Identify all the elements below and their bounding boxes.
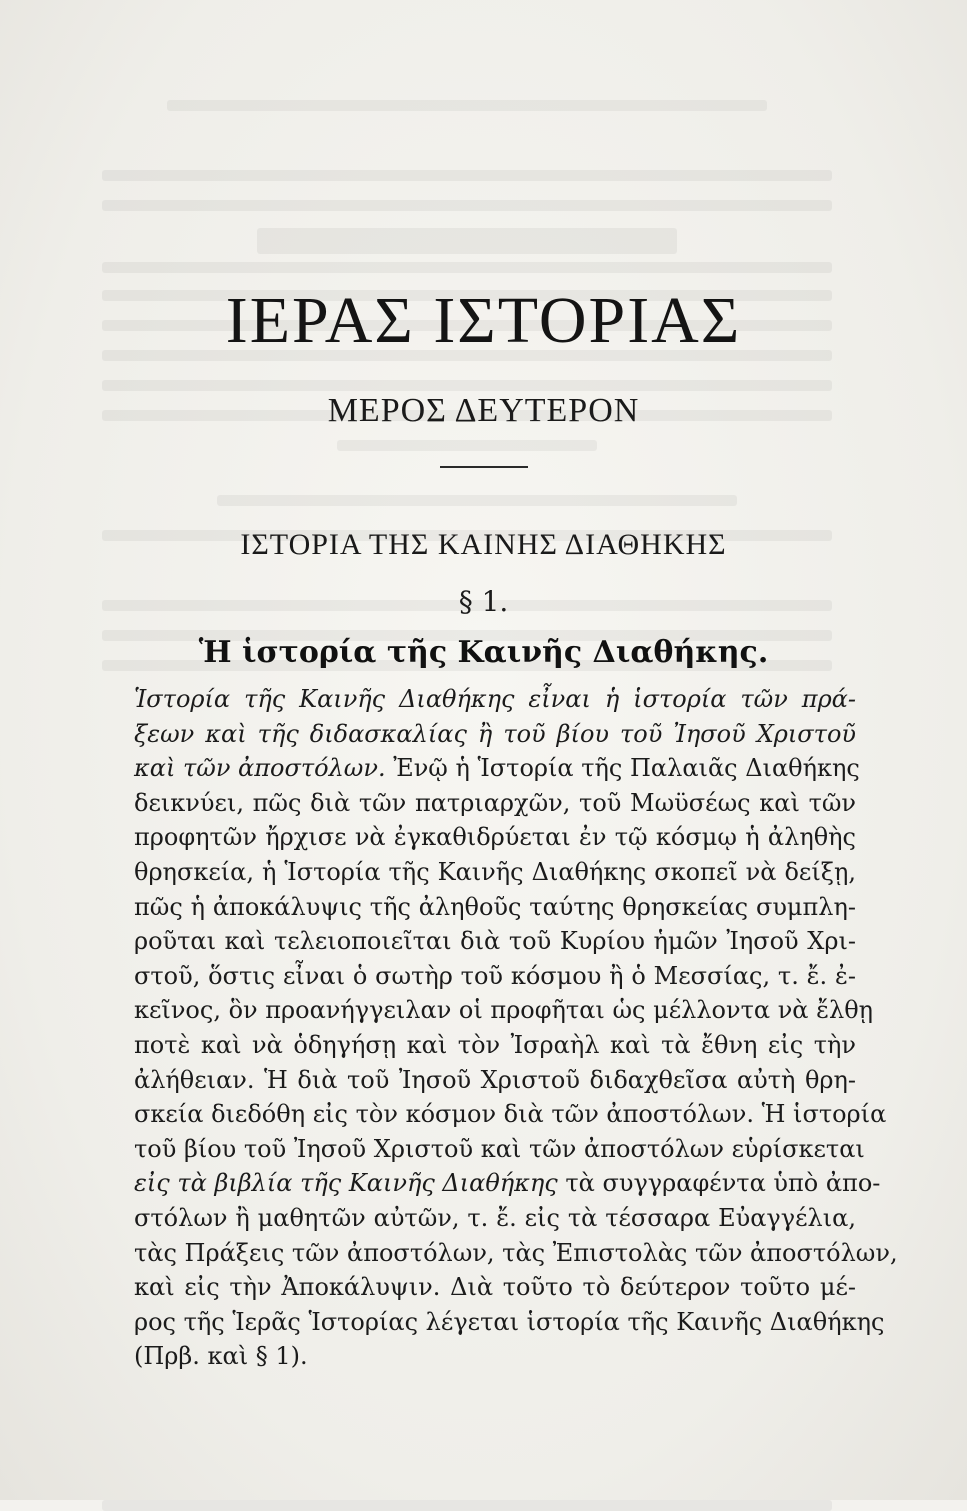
- section-heading: ΙΣΤΟΡΙΑ ΤΗΣ ΚΑΙΝΗΣ ΔΙΑΘΗΚΗΣ: [240, 528, 727, 561]
- text-line: προφητῶν ἤρχισε νὰ ἐγκαθιδρύεται ἐν τῷ κόσμῳ ἡ ἀληθὴς: [134, 823, 856, 852]
- text-line: δεικνύει, πῶς διὰ τῶν πατριαρχῶν, τοῦ Μωϋσέως καὶ τῶν: [134, 788, 856, 817]
- paragraph-mark: § 1.: [458, 585, 509, 618]
- text-line: ποτὲ καὶ νὰ ὁδηγήσῃ καὶ τὸν Ἰσραὴλ καὶ τὰ ἔθνη εἰς τὴν: [134, 1030, 856, 1059]
- text-line: στόλων ἢ μαθητῶν αὐτῶν, τ. ἔ. εἰς τὰ τέσσαρα Εὐαγγέλια,: [134, 1203, 856, 1232]
- body-text: [134, 682, 898, 1374]
- text-line: πῶς ἡ ἀποκάλυψις τῆς ἀληθοῦς ταύτης θρησκείας συμπλη-: [134, 892, 856, 921]
- text-line: ροῦται καὶ τελειοποιεῖται διὰ τοῦ Κυρίου ἡμῶν Ἰησοῦ Χρι-: [134, 927, 856, 956]
- text-line: (Πρβ. καὶ § 1).: [134, 1342, 308, 1371]
- text-line: ρος τῆς Ἱερᾶς Ἱστορίας λέγεται ἱστορία τῆς Καινῆς Διαθήκης: [134, 1307, 885, 1336]
- text-line: τὰς Πράξεις τῶν ἀποστόλων, τὰς Ἐπιστολὰς τῶν ἀποστόλων,: [134, 1238, 898, 1267]
- text-line: Ἱστορία τῆς Καινῆς Διαθήκης εἶναι ἡ ἱστορία τῶν πρά-: [134, 685, 856, 713]
- part-subtitle: ΜΕΡΟΣ ΔΕΥΤΕΡΟΝ: [327, 392, 640, 429]
- text-line: ξεων καὶ τῆς διδασκαλίας ἢ τοῦ βίου τοῦ Ἰησοῦ Χριστοῦ: [134, 719, 856, 748]
- text-line: σκεία διεδόθη εἰς τὸν κόσμον διὰ τῶν ἀποστόλων. Ἡ ἱστορία: [134, 1100, 887, 1129]
- text-line: εἰς τὰ βιβλία τῆς Καινῆς Διαθήκης τὰ συγγραφέντα ὑπὸ ἀπο-: [134, 1169, 881, 1198]
- text-line: κεῖνος, ὃν προανήγγειλαν οἱ προφῆται ὡς μέλλοντα νὰ ἔλθῃ: [134, 996, 874, 1025]
- text-line: τοῦ βίου τοῦ Ἰησοῦ Χριστοῦ καὶ τῶν ἀποστόλων εὑρίσκεται: [134, 1134, 865, 1163]
- page-title: ΙΕΡΑΣ ΙΣΤΟΡΙΑΣ: [225, 284, 742, 357]
- text-line: καὶ τῶν ἀποστόλων. Ἐνῷ ἡ Ἱστορία τῆς Παλαιᾶς Διαθήκης: [134, 754, 860, 783]
- text-line: στοῦ, ὅστις εἶναι ὁ σωτὴρ τοῦ κόσμου ἢ ὁ Μεσσίας, τ. ἔ. ἐ-: [134, 961, 856, 990]
- text-line: καὶ εἰς τὴν Ἀποκάλυψιν. Διὰ τοῦτο τὸ δεύτερον τοῦτο μέ-: [134, 1273, 856, 1302]
- text-line: θρησκεία, ἡ Ἱστορία τῆς Καινῆς Διαθήκης σκοπεῖ νὰ δείξῃ,: [134, 857, 856, 886]
- title-divider: [440, 466, 528, 468]
- text-line: ἀλήθειαν. Ἡ διὰ τοῦ Ἰησοῦ Χριστοῦ διδαχθεῖσα αὐτὴ θρη-: [134, 1065, 856, 1094]
- paragraph-title: Ἡ ἱστορία τῆς Καινῆς Διαθήκης.: [198, 635, 769, 670]
